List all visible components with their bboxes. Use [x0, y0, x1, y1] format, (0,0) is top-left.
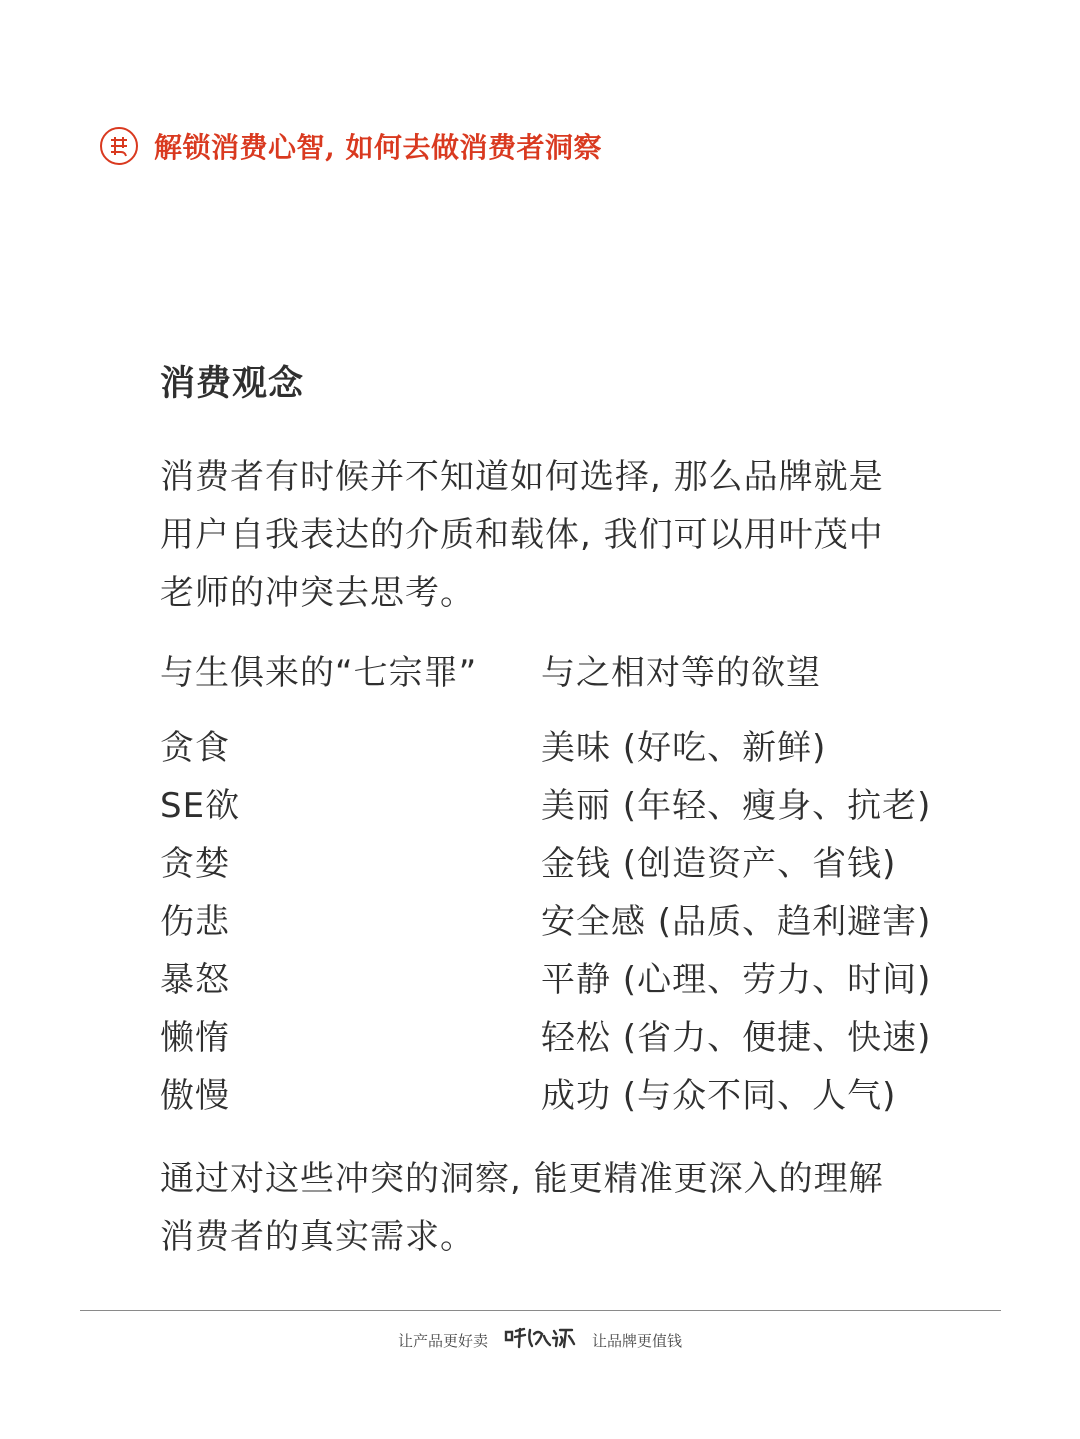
footer-left-text: 让产品更好卖: [397, 1331, 488, 1350]
sin-cell: 暴怒: [160, 960, 230, 1000]
desires-heading: 与之相对等的欲望: [541, 653, 821, 693]
table-row: [0, 1010, 1080, 1068]
outro-paragraph: [160, 1150, 940, 1266]
intro-line: 老师的冲突去思考。: [160, 573, 475, 613]
sin-cell: SE欲: [160, 786, 241, 826]
desire-cell: 轻松 (省力、便捷、快速): [541, 1018, 932, 1058]
desire-cell: 金钱 (创造资产、省钱): [541, 844, 897, 884]
footer-divider: [80, 1310, 1001, 1311]
table-row: [0, 894, 1080, 952]
outro-line: 通过对这些冲突的洞察, 能更精准更深入的理解: [160, 1159, 884, 1199]
footer-logo: [504, 1326, 576, 1354]
desire-cell: 平静 (心理、劳力、时间): [541, 960, 932, 1000]
seal-icon: [100, 127, 138, 165]
footer-right-text: 让品牌更值钱: [592, 1331, 683, 1350]
table-row: [0, 720, 1080, 778]
sin-cell: 傲慢: [160, 1076, 230, 1116]
desire-cell: 美味 (好吃、新鲜): [541, 728, 827, 768]
table-row: [0, 778, 1080, 836]
intro-line: 用户自我表达的介质和载体, 我们可以用叶茂中: [160, 515, 884, 555]
table-row: [0, 836, 1080, 894]
intro-line: 消费者有时候并不知道如何选择, 那么品牌就是: [160, 457, 884, 497]
sins-heading: 与生俱来的“七宗罪”: [160, 653, 478, 693]
desire-cell: 成功 (与众不同、人气): [541, 1076, 897, 1116]
sin-cell: 懒惰: [160, 1018, 230, 1058]
desire-cell: 美丽 (年轻、瘦身、抗老): [541, 786, 932, 826]
sin-cell: 贪食: [160, 728, 230, 768]
sin-cell: 贪婪: [160, 844, 230, 884]
header: [100, 126, 602, 166]
header-title: 解锁消费心智, 如何去做消费者洞察: [154, 131, 602, 164]
footer: [0, 1326, 1080, 1354]
table-row: [0, 952, 1080, 1010]
sin-desire-table: [0, 720, 1080, 1126]
outro-line: 消费者的真实需求。: [160, 1217, 475, 1257]
table-row: [0, 1068, 1080, 1126]
intro-paragraph: [160, 448, 940, 622]
desire-cell: 安全感 (品质、趋利避害): [541, 902, 932, 942]
sin-cell: 伤悲: [160, 902, 230, 942]
section-title: 消费观念: [160, 364, 305, 404]
